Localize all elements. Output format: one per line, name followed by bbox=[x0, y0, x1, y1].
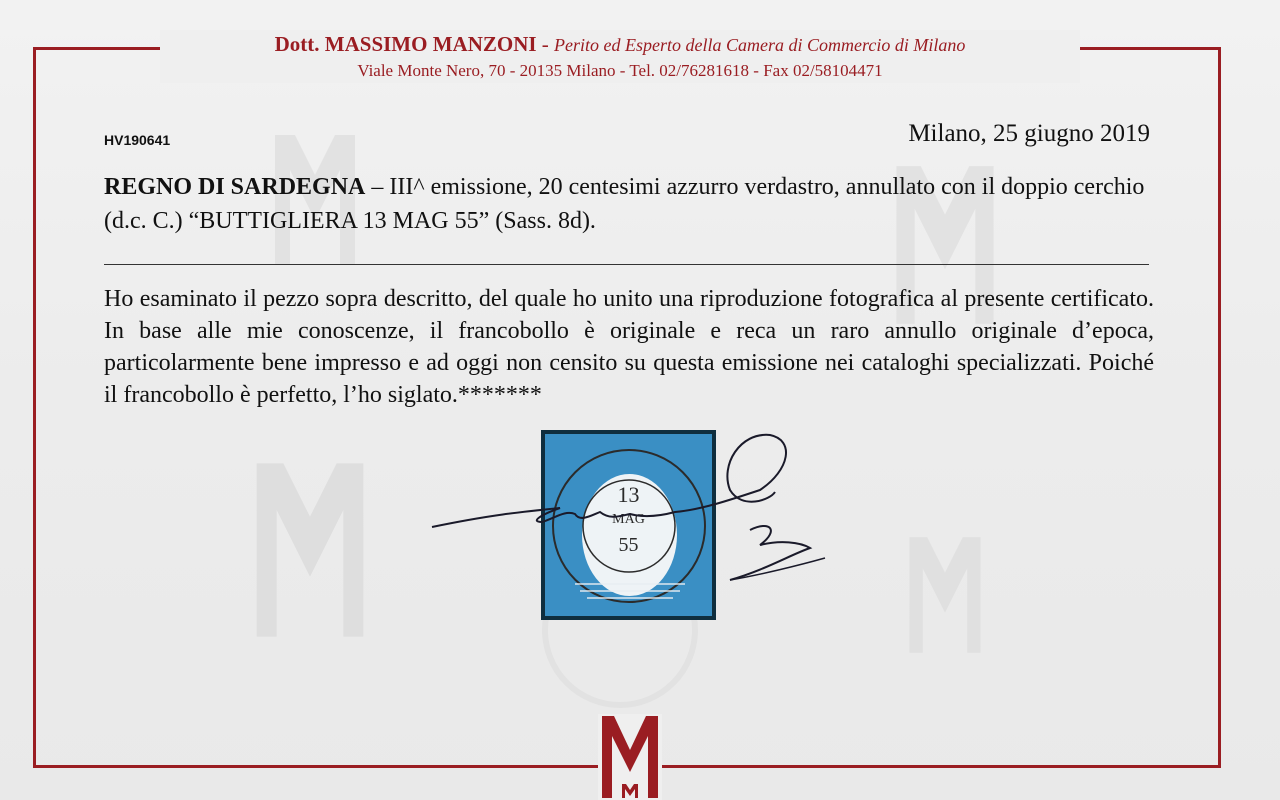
place-date: Milano, 25 giugno 2019 bbox=[908, 120, 1150, 147]
country-name: REGNO DI SARDEGNA bbox=[104, 174, 366, 200]
handwritten-signature bbox=[430, 430, 840, 600]
stamp-description bbox=[104, 170, 1154, 238]
expert-name: Dott. MASSIMO MANZONI bbox=[274, 32, 537, 56]
cancel-year: 55 bbox=[618, 534, 639, 556]
expert-statement: Ho esaminato il pezzo sopra descritto, del quale ho unito una riproduzione fotografica al presente certificato. In base alle mie conoscenze, il francobollo è originale e reca un raro annullo originale d’epoca, particolarmente bene impresso e ad oggi non censito su questa emissione nei cataloghi specializzati. Poiché il francobollo è perfetto, l’ho siglato.******* bbox=[104, 286, 1154, 408]
cancel-day: 13 bbox=[617, 482, 640, 507]
divider bbox=[104, 264, 1149, 265]
certificate-reference: HV190641 bbox=[104, 132, 171, 148]
letterhead bbox=[160, 30, 1080, 83]
expert-address: Viale Monte Nero, 70 - 20135 Milano - Tel. 02/76281618 - Fax 02/58104471 bbox=[357, 61, 883, 80]
mm-logo-icon bbox=[598, 714, 662, 800]
cancel-month: MAG bbox=[612, 512, 645, 527]
expert-tagline: Perito ed Esperto della Camera di Commercio di Milano bbox=[554, 35, 966, 55]
header-separator: - bbox=[541, 32, 549, 56]
issue-description: – III^ emissione, 20 centesimi azzurro verdastro, annullato con il doppio cerchio (d.c. C.) “BUTTIGLIERA 13 MAG 55” (Sass. 8d). bbox=[104, 174, 1145, 234]
